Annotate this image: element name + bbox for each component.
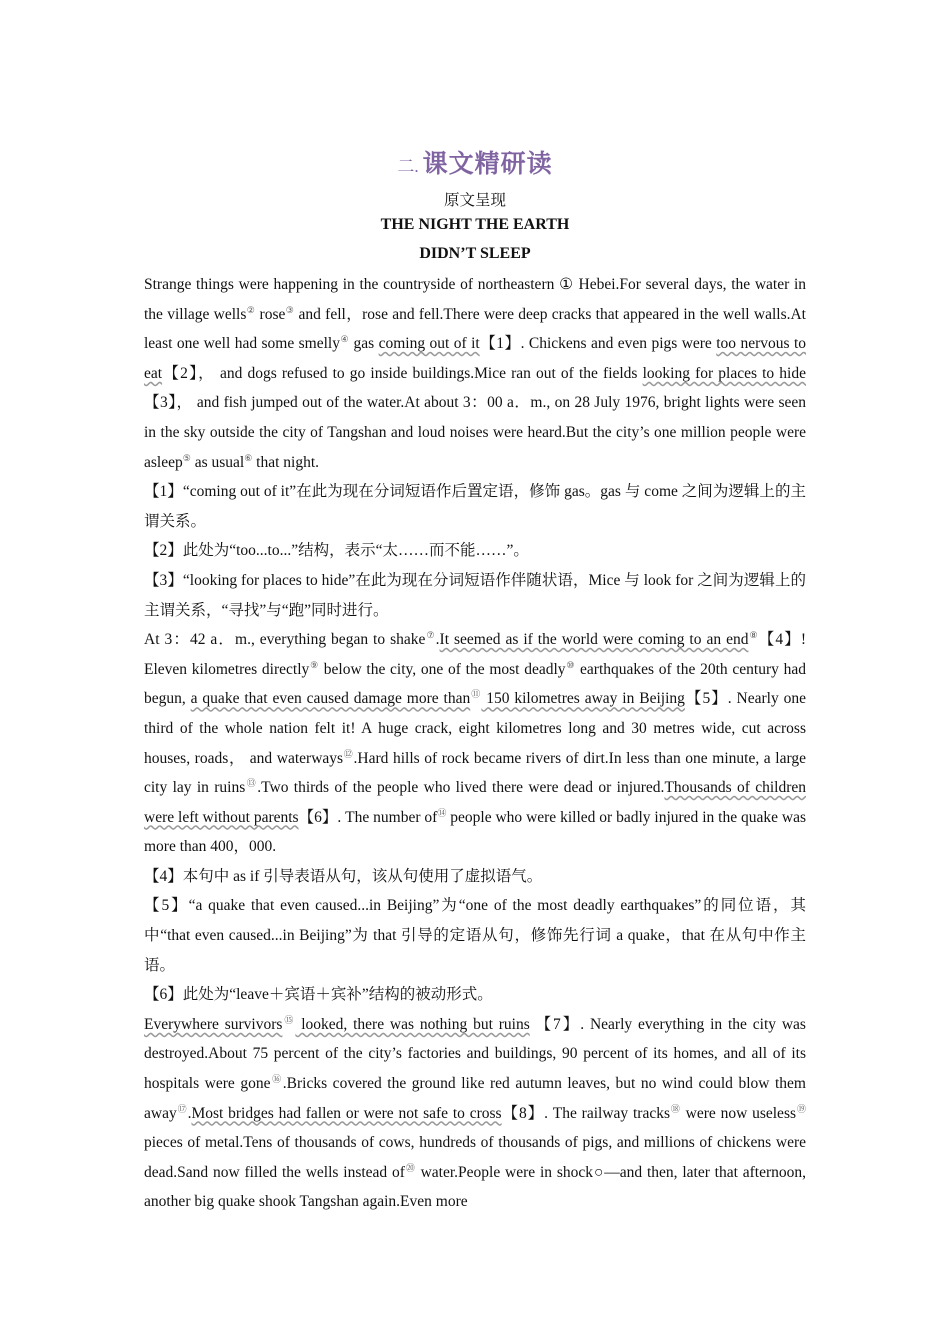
underlined-phrase: It seemed as if the world were coming to an end bbox=[439, 631, 749, 649]
text: . The railway tracks bbox=[544, 1104, 670, 1122]
section-number: 二. bbox=[397, 157, 419, 176]
footnote-marker: ③ bbox=[285, 304, 295, 315]
text: were now useless bbox=[680, 1104, 797, 1122]
underlined-phrase: too nervous to eat bbox=[144, 335, 806, 382]
text: ! Eleven kilometres directly bbox=[144, 631, 806, 678]
text: .Hard hills of rock became rivers of dirt.In less than one minute, a large city lay in ruins bbox=[144, 749, 806, 797]
text: Hebei.For several days, the water in the village wells bbox=[144, 276, 807, 323]
text: gas bbox=[349, 335, 379, 353]
footnote-marker: ⑫ bbox=[343, 748, 354, 759]
footnote-marker: ⑦ bbox=[425, 629, 436, 640]
text: below the city, one of the most deadly bbox=[319, 660, 566, 678]
note: 【3】“looking for places to hide”在此为现在分词短语作伴随状语，Mice 与 look for 之间为逻辑上的主谓关系，“寻找”与“跑”同时进行。 bbox=[144, 571, 806, 619]
text: people who were killed or badly injured in the quake was more than 400，000. bbox=[144, 808, 806, 856]
text: rose bbox=[255, 305, 286, 323]
note: 【1】“coming out of it”在此为现在分词短语作后置定语，修饰 gas。gas 与 come 之间为逻辑上的主谓关系。 bbox=[144, 483, 806, 530]
footnote-marker: ⑱ bbox=[669, 1103, 681, 1114]
footnote-marker: ⑳ bbox=[404, 1162, 416, 1173]
text: as usual bbox=[190, 453, 245, 471]
underlined-phrase: Everywhere survivors bbox=[144, 1015, 283, 1033]
text: . The number of bbox=[337, 808, 438, 826]
underlined-phrase: a quake that even caused damage more than bbox=[190, 690, 471, 708]
paragraph-3 bbox=[144, 1010, 806, 1217]
text: . Nearly everything in the city was destroyed.About 75 percent of the city’s factories and buildings, 90 percent of its homes, and all of its hospitals were gone bbox=[144, 1015, 806, 1093]
text: ， and dogs refused to go inside buildings.Mice ran out of the fields bbox=[198, 364, 643, 382]
text: ， and fish jumped out of the water.At about 3：00 a．m., on 28 July 1976, bright lights were seen in the sky outside the city of Tangshan and loud noises were heard.But the city’s one million people were asleep bbox=[144, 394, 806, 471]
text: .Two thirds of the people who lived there were dead or injured. bbox=[257, 779, 665, 797]
text: . bbox=[187, 1104, 192, 1122]
note-ref: 【7】 bbox=[535, 1015, 581, 1033]
underlined-phrase: Thousands of children were left without parents bbox=[144, 779, 806, 826]
text: At 3：42 a．m., everything began to shake bbox=[144, 631, 426, 649]
text: . bbox=[435, 631, 440, 649]
footnote-marker: ② bbox=[246, 304, 256, 315]
footnote-marker: ⑩ bbox=[565, 659, 576, 670]
footnote-marker: ① bbox=[559, 276, 574, 293]
note: 【2】此处为“too...to...”结构，表示“太……而不能……”。 bbox=[144, 542, 529, 560]
note-ref: 【1】 bbox=[479, 335, 521, 353]
note: 【6】此处为“leave＋宾语＋宾补”结构的被动形式。 bbox=[144, 986, 493, 1004]
footnote-marker: ⑮ bbox=[282, 1014, 296, 1025]
note-ref: 【5】 bbox=[684, 690, 728, 708]
footnote-marker: ⑧ bbox=[748, 629, 759, 640]
footnote-marker: ⑲ bbox=[796, 1103, 806, 1114]
footnote-marker: ⑥ bbox=[244, 452, 253, 463]
underlined-phrase: looked, there was nothing but ruins bbox=[295, 1015, 530, 1033]
note: 【5】“a quake that even caused...in Beijing”为“one of the most deadly earthquakes”的同位语，其中“that even caused...in Beijing”为 that 引导的定语从句，修饰先行词 a quake，that 在从句中作主语。 bbox=[144, 897, 806, 974]
note-ref: 【2】 bbox=[162, 364, 199, 382]
footnote-marker: ⑯ bbox=[270, 1073, 283, 1084]
underlined-phrase: 150 kilometres away in Beijing bbox=[481, 690, 685, 708]
text: .Bricks covered the ground like red autumn leaves, but no wind could blow them away bbox=[144, 1075, 806, 1122]
text: water.People were in shock○—and then, later that afternoon, another big quake shook Tangshan again.Even more bbox=[144, 1163, 806, 1211]
footnote-marker: ⑤ bbox=[182, 452, 191, 463]
note-ref: 【4】 bbox=[758, 631, 801, 649]
text: . Chickens and even pigs were bbox=[520, 335, 717, 353]
footnote-marker: ⑰ bbox=[176, 1103, 188, 1114]
text: and fell，rose and fell.There were deep cracks that appeared in the well walls.At least one well had some smelly bbox=[144, 305, 806, 353]
underlined-phrase: Most bridges had fallen or were not safe to cross bbox=[191, 1104, 502, 1122]
section-title bbox=[0, 144, 950, 180]
text: . Nearly one third of the whole nation felt it! A huge crack, eight kilometres long and 30 metres wide, cut across houses, roads， and waterways bbox=[144, 690, 806, 767]
footnote-marker: ④ bbox=[339, 334, 350, 345]
article-title-line2: DIDN’T SLEEP bbox=[419, 245, 531, 262]
note-ref: 【3】 bbox=[144, 394, 177, 412]
note-ref: 【8】 bbox=[501, 1104, 545, 1122]
footnote-marker: ⑬ bbox=[245, 777, 258, 788]
note-ref: 【6】 bbox=[298, 808, 338, 826]
note: 【4】本句中 as if 引导表语从句，该从句使用了虚拟语气。 bbox=[144, 867, 543, 885]
article-title-line1: THE NIGHT THE EARTH bbox=[380, 216, 570, 233]
section-heading: 课文精研读 bbox=[422, 151, 553, 178]
footnote-marker: ⑨ bbox=[309, 659, 320, 670]
underlined-phrase: looking for places to hide bbox=[642, 364, 806, 382]
text: earthquakes of the 20th century had begun, bbox=[144, 660, 806, 708]
text: Strange things were happening in the countryside of northeastern bbox=[144, 276, 555, 293]
text: that night. bbox=[252, 453, 320, 471]
article-body bbox=[144, 270, 806, 1217]
footnote-marker: ⑪ bbox=[470, 689, 482, 700]
subtitle: 原文呈现 bbox=[443, 192, 506, 209]
text: pieces of metal.Tens of thousands of cows, hundreds of thousands of pigs, and millions of chickens were dead.Sand now filled the wells instead of bbox=[144, 1134, 806, 1181]
footnote-marker: ⑭ bbox=[437, 807, 447, 818]
paragraph-2 bbox=[144, 625, 806, 862]
paragraph-1 bbox=[144, 270, 806, 477]
underlined-phrase: coming out of it bbox=[378, 335, 480, 353]
